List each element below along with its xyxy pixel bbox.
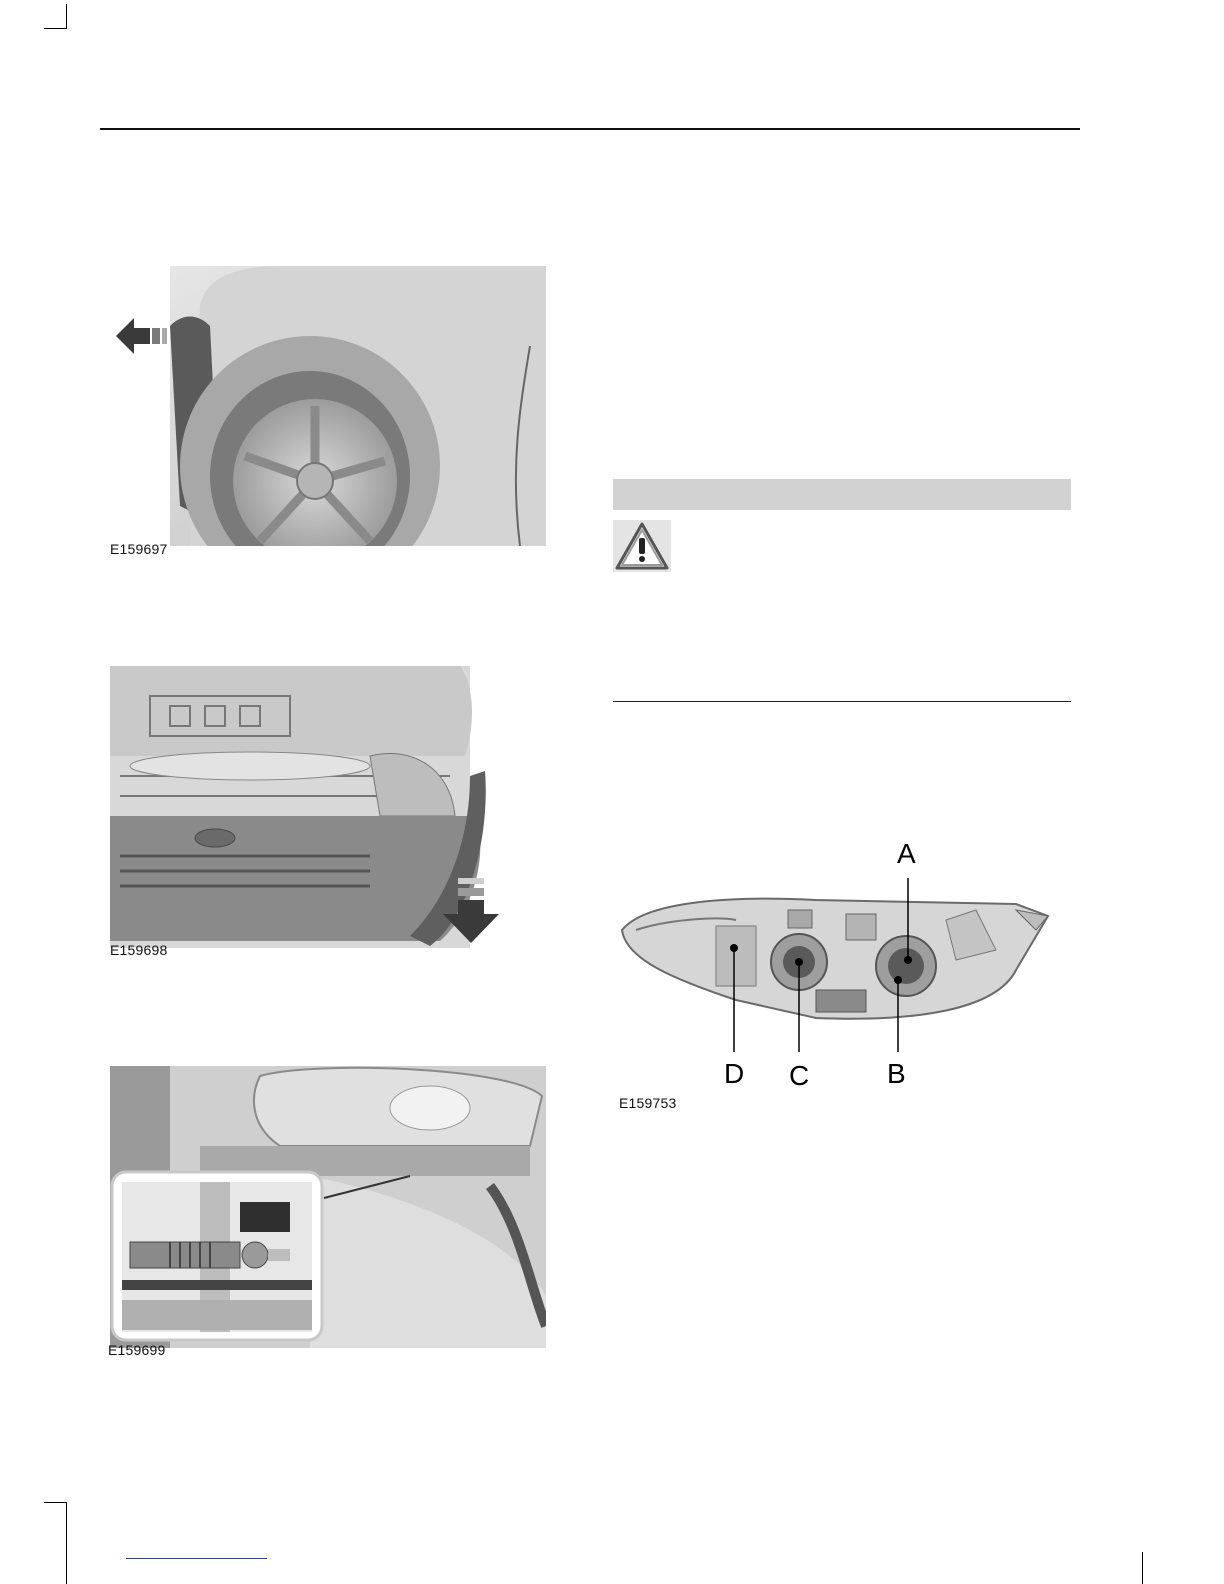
warning-header-bar — [613, 479, 1071, 510]
crop-mark-bottom-left-h — [44, 1502, 67, 1503]
footer-link-underline[interactable] — [126, 1558, 267, 1559]
crop-mark-bottom-left-v — [66, 1502, 67, 1584]
figure-code-3: E159699 — [108, 1342, 166, 1358]
figure-code-1: E159697 — [110, 541, 168, 557]
figure-code-2: E159698 — [110, 942, 168, 958]
callout-leaders — [616, 870, 1052, 1100]
callout-c: C — [789, 1060, 810, 1091]
callout-d: D — [724, 1058, 745, 1089]
figure-headlamp-clip — [110, 1066, 546, 1348]
callout-b: B — [887, 1058, 906, 1089]
crop-mark-bottom-right-v — [1142, 1552, 1143, 1584]
figure-wheel-arch — [110, 266, 546, 546]
arrow-left-icon — [116, 318, 150, 354]
section-rule — [613, 701, 1071, 702]
crop-mark-top-left-v — [66, 4, 67, 28]
crop-mark-top-left-h — [44, 28, 67, 29]
callout-a: A — [897, 838, 916, 869]
figure-code-4: E159753 — [619, 1095, 677, 1111]
warning-triangle-icon — [613, 520, 671, 572]
figure-front-bumper — [110, 666, 505, 948]
header-rule — [100, 128, 1080, 130]
